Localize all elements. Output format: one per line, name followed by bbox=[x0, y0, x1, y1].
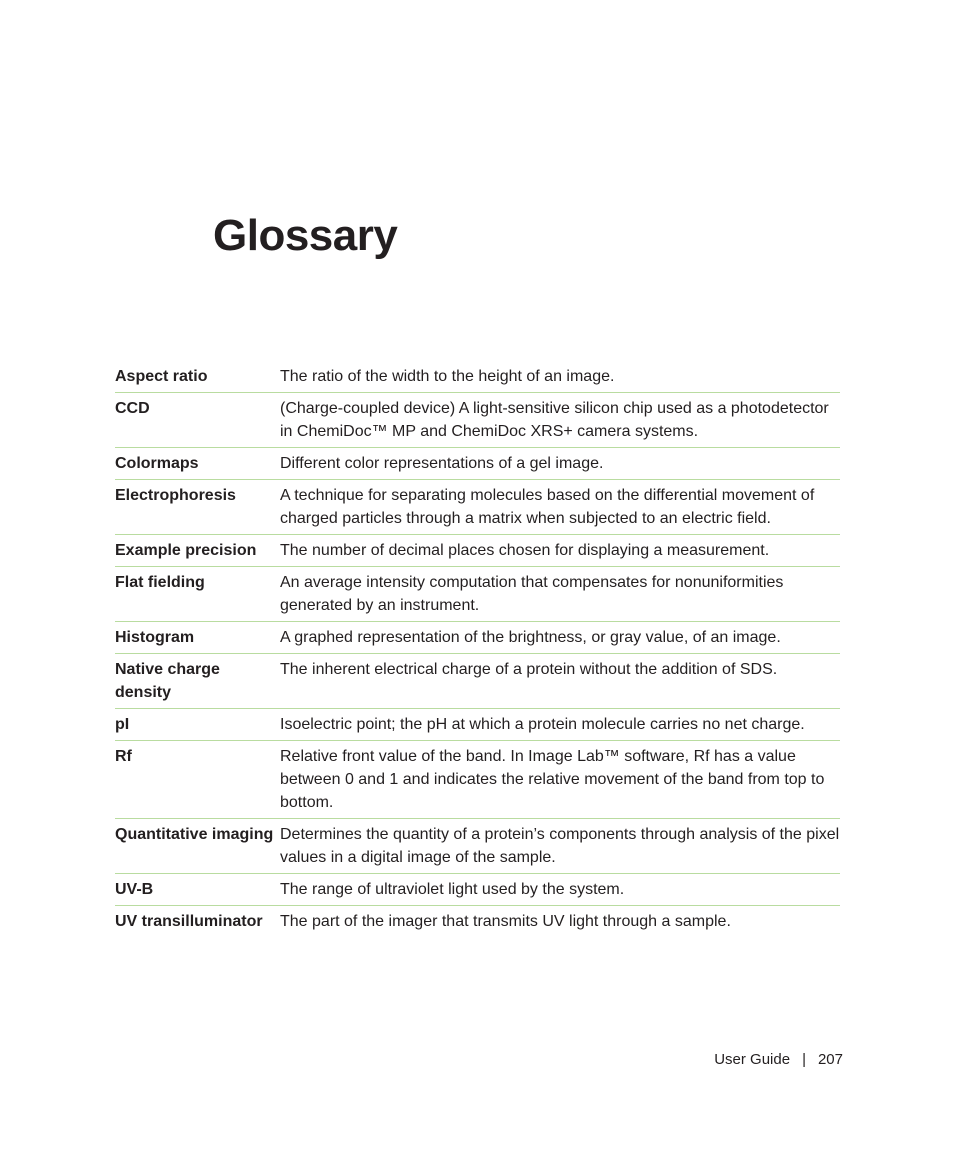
glossary-term: Rf bbox=[115, 741, 280, 819]
table-row bbox=[115, 874, 840, 906]
glossary-definition: An average intensity computation that compensates for nonuniformities generated by an instrument. bbox=[280, 567, 840, 622]
table-row bbox=[115, 393, 840, 448]
footer-guide-label: User Guide bbox=[714, 1051, 791, 1068]
table-row bbox=[115, 361, 840, 393]
table-row bbox=[115, 741, 840, 819]
table-row bbox=[115, 448, 840, 480]
table-row bbox=[115, 480, 840, 535]
glossary-term: Histogram bbox=[115, 622, 280, 654]
glossary-definition: Relative front value of the band. In Image Lab™ software, Rf has a value between 0 and 1 and indicates the relative movement of the band from top to bottom. bbox=[280, 741, 840, 819]
table-row bbox=[115, 535, 840, 567]
glossary-term: Colormaps bbox=[115, 448, 280, 480]
glossary-definition: The number of decimal places chosen for displaying a measurement. bbox=[280, 535, 840, 567]
glossary-term: Quantitative imaging bbox=[115, 819, 280, 874]
glossary-term: Example precision bbox=[115, 535, 280, 567]
glossary-definition: The inherent electrical charge of a protein without the addition of SDS. bbox=[280, 654, 840, 709]
table-row bbox=[115, 906, 840, 938]
glossary-definition: The range of ultraviolet light used by the system. bbox=[280, 874, 840, 906]
glossary-definition: A technique for separating molecules based on the differential movement of charged particles through a matrix when subjected to an electric field. bbox=[280, 480, 840, 535]
glossary-definition: Different color representations of a gel image. bbox=[280, 448, 840, 480]
glossary-definition: The part of the imager that transmits UV light through a sample. bbox=[280, 913, 731, 930]
glossary-table bbox=[115, 361, 840, 937]
glossary-term: Aspect ratio bbox=[115, 361, 280, 393]
table-row bbox=[115, 622, 840, 654]
page-number: 207 bbox=[817, 1051, 843, 1068]
glossary-term: Flat fielding bbox=[115, 567, 280, 622]
table-row bbox=[115, 654, 840, 709]
glossary-term: Electrophoresis bbox=[115, 480, 280, 535]
glossary-term: CCD bbox=[115, 393, 280, 448]
table-row bbox=[115, 819, 840, 874]
page-footer bbox=[714, 1050, 843, 1070]
glossary-term: UV-B bbox=[115, 874, 280, 906]
table-row bbox=[115, 567, 840, 622]
glossary-term: pI bbox=[115, 709, 280, 741]
glossary-definition: The ratio of the width to the height of an image. bbox=[280, 361, 840, 393]
footer-separator: | bbox=[802, 1051, 806, 1068]
table-row bbox=[115, 709, 840, 741]
glossary-term: Native charge density bbox=[115, 654, 280, 709]
glossary-definition: Isoelectric point; the pH at which a protein molecule carries no net charge. bbox=[280, 709, 840, 741]
glossary-definition: Determines the quantity of a protein’s components through analysis of the pixel values in a digital image of the sample. bbox=[280, 819, 840, 874]
glossary-term: UV transilluminator bbox=[115, 913, 263, 930]
glossary-definition: A graphed representation of the brightness, or gray value, of an image. bbox=[280, 622, 840, 654]
page-title: Glossary bbox=[213, 211, 398, 260]
glossary-definition: (Charge-coupled device) A light-sensitive silicon chip used as a photodetector in ChemiDoc™ MP and ChemiDoc XRS+ camera systems. bbox=[280, 393, 840, 448]
